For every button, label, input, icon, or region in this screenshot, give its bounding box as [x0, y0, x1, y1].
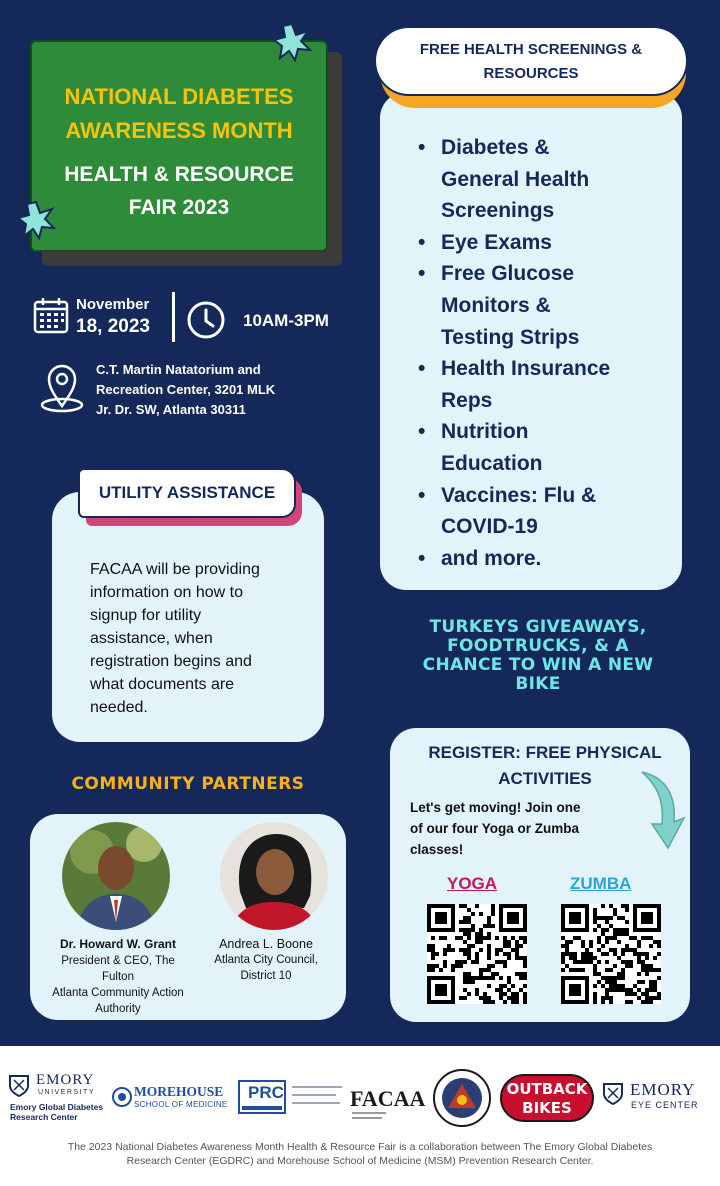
- title-line-4: FAIR 2023: [128, 196, 230, 219]
- footer-line: Research Center (EGDRC) and Morehouse School of Medicine (MSM) Prevention Research Center.: [126, 1155, 594, 1167]
- list-item: [418, 543, 678, 575]
- giveaway-text: [396, 618, 680, 694]
- emory-dept-line: Research Center: [10, 1112, 78, 1122]
- avatar: [220, 822, 328, 930]
- list-item: [418, 132, 678, 227]
- screenings-heading-line: RESOURCES: [483, 65, 579, 82]
- register-heading: [416, 740, 674, 792]
- address-line: Jr. Dr. SW, Atlanta 30311: [96, 402, 246, 417]
- list-item-line: • Eye Exams: [441, 230, 552, 254]
- zumba-link[interactable]: ZUMBA: [570, 874, 632, 893]
- utility-line: signup for utility: [90, 607, 202, 624]
- title-card: [30, 40, 328, 252]
- list-item-line: Education: [441, 451, 543, 475]
- register-line: Let's get moving! Join one: [410, 800, 581, 815]
- list-item-line: • Vaccines: Flu &: [441, 483, 597, 507]
- sponsor-logos: [0, 1064, 720, 1130]
- facaa-wordmark: FACAA: [350, 1086, 426, 1111]
- giveaway-line: TURKEYS GIVEAWAYS,: [429, 617, 647, 637]
- register-description: [410, 797, 628, 860]
- star-icon: [16, 200, 56, 240]
- outback-wordmark: OUTBACK: [506, 1080, 588, 1098]
- morehouse-crest-icon: [112, 1086, 132, 1108]
- yoga-qr-code[interactable]: [427, 904, 527, 1004]
- event-day: 18, 2023: [76, 316, 150, 337]
- list-item: [418, 227, 678, 259]
- utility-heading: UTILITY ASSISTANCE: [78, 468, 296, 518]
- emory-dept-line: Emory Global Diabetes: [10, 1102, 104, 1112]
- address-line: C.T. Martin Natatorium and: [96, 362, 261, 377]
- partner-1-role: Atlanta Community Action: [52, 987, 184, 999]
- list-item-line: Screenings: [441, 199, 555, 223]
- utility-line: assistance, when: [90, 630, 213, 647]
- list-item-line: • Nutrition: [441, 420, 529, 444]
- register-line: classes!: [410, 842, 464, 857]
- partner-2-caption: [198, 936, 334, 984]
- partner-2-role: District 10: [240, 970, 292, 982]
- morehouse-sub: SCHOOL OF MEDICINE: [134, 1100, 228, 1109]
- title-line-2: AWARENESS MONTH: [65, 118, 293, 143]
- list-item-line: COVID-19: [441, 515, 538, 539]
- outback-sub: BIKES: [522, 1099, 572, 1117]
- list-item-line: Monitors &: [441, 293, 551, 317]
- list-item-line: • and more.: [441, 546, 542, 570]
- partner-1-role: President & CEO, The Fulton: [61, 955, 175, 983]
- list-item: [418, 480, 678, 543]
- event-address: [96, 360, 326, 420]
- partner-2-name: Andrea L. Boone: [219, 937, 313, 951]
- facaa-logo: [350, 1072, 424, 1124]
- event-date: [76, 294, 150, 338]
- title-line-1: NATIONAL DIABETES: [64, 84, 294, 109]
- title-yellow: [32, 80, 326, 148]
- date-time-divider: [172, 292, 175, 342]
- emory-eye-wordmark: EMORY: [630, 1080, 696, 1099]
- partner-2-role: Atlanta City Council,: [214, 954, 318, 966]
- community-seal-icon: [432, 1068, 492, 1128]
- partners-heading: COMMUNITY PARTNERS: [71, 774, 305, 794]
- yoga-link[interactable]: YOGA: [447, 874, 498, 893]
- list-item-line: • Diabetes &: [441, 136, 550, 159]
- giveaway-line: CHANCE TO WIN A NEW: [422, 655, 654, 675]
- register-line: of our four Yoga or Zumba: [410, 821, 579, 836]
- emory-shield-icon: [602, 1082, 624, 1106]
- zumba-qr-code[interactable]: [561, 904, 661, 1004]
- list-item-line: General Health: [441, 167, 590, 191]
- partner-1-caption: [46, 936, 190, 1017]
- partner-1-name: Dr. Howard W. Grant: [59, 937, 176, 951]
- utility-line: needed.: [90, 699, 148, 716]
- emory-sub: UNIVERSITY: [38, 1089, 96, 1096]
- screenings-heading: [374, 26, 688, 96]
- list-item-line: • Free Glucose: [441, 262, 575, 286]
- title-white: [32, 158, 326, 224]
- emory-shield-icon: [8, 1074, 30, 1098]
- utility-line: information on how to: [90, 584, 243, 601]
- utility-line: FACAA will be providing: [90, 561, 260, 578]
- list-item: [418, 353, 678, 416]
- register-heading-line: REGISTER: FREE PHYSICAL: [428, 743, 662, 762]
- morehouse-wordmark: MOREHOUSE: [134, 1084, 224, 1099]
- prc-wordmark: PRC: [248, 1083, 284, 1102]
- list-item: [418, 416, 678, 479]
- avatar: [62, 822, 170, 930]
- event-time: 10AM-3PM: [243, 311, 329, 330]
- list-item-line: Testing Strips: [441, 325, 580, 349]
- register-heading-line: ACTIVITIES: [498, 769, 592, 788]
- emory-eye-sub: EYE CENTER: [631, 1100, 699, 1110]
- location-pin-icon: [38, 362, 86, 414]
- partner-1-role: Authority: [95, 1003, 141, 1015]
- footer-credit: [20, 1140, 700, 1168]
- star-icon: [272, 22, 312, 62]
- screenings-list: [418, 132, 678, 574]
- calendar-icon: [33, 296, 69, 334]
- list-item-line: • Health Insurance: [441, 357, 611, 381]
- utility-description: [90, 558, 312, 719]
- event-month: November: [76, 296, 150, 313]
- prc-logo: [238, 1080, 344, 1114]
- emory-wordmark: EMORY: [36, 1072, 95, 1088]
- emory-dept: [10, 1102, 106, 1122]
- footer-line: The 2023 National Diabetes Awareness Month Health & Resource Fair is a collaboration between The Emory Global Diabetes: [67, 1141, 653, 1153]
- clock-icon: [186, 300, 226, 340]
- outback-bikes-logo: [500, 1074, 594, 1122]
- utility-line: registration begins and: [90, 653, 252, 670]
- address-line: Recreation Center, 3201 MLK: [96, 382, 276, 397]
- list-item-line: Reps: [441, 388, 493, 412]
- title-line-3: HEALTH & RESOURCE: [64, 163, 294, 186]
- giveaway-line: FOODTRUCKS, & A: [447, 636, 629, 656]
- arrow-down-icon: [638, 768, 690, 852]
- utility-line: what documents are: [90, 676, 235, 693]
- list-item: [418, 258, 678, 353]
- giveaway-line: BIKE: [515, 674, 561, 694]
- screenings-heading-line: FREE HEALTH SCREENINGS &: [419, 41, 643, 58]
